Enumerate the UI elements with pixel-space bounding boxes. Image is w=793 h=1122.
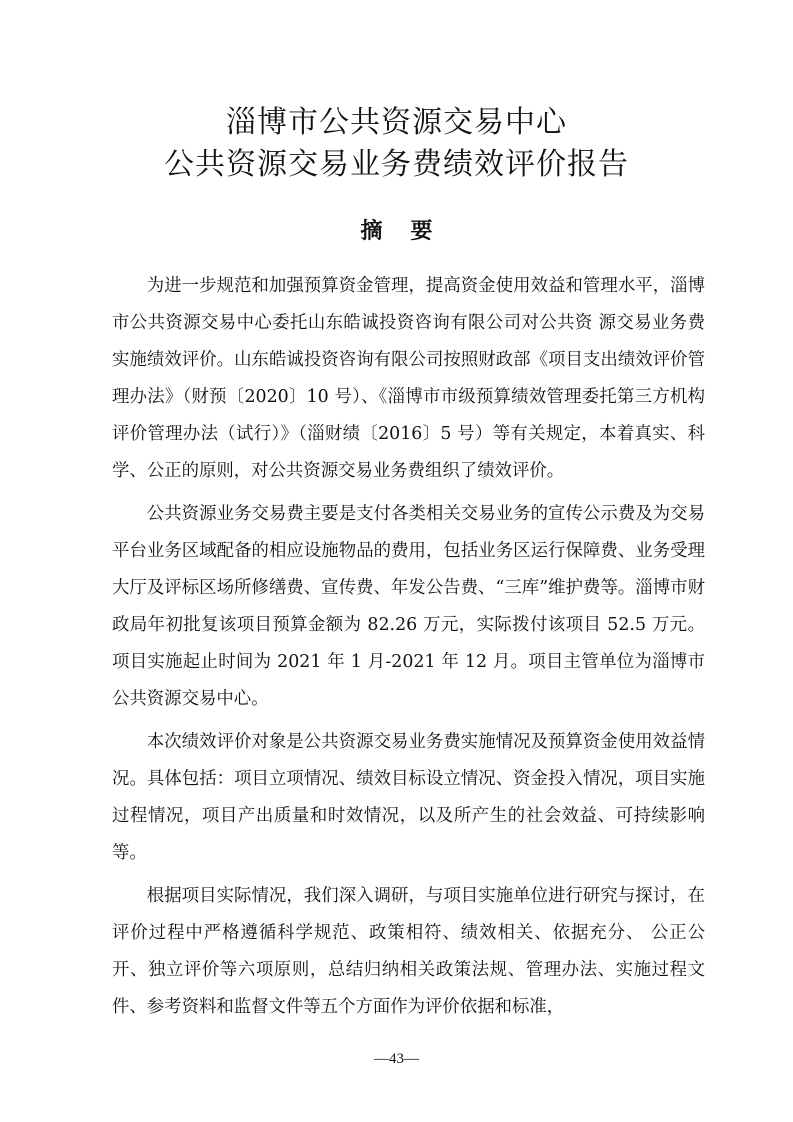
section-heading-abstract: 摘要 — [360, 218, 461, 244]
document-title-line-2: 公共资源交易业务费绩效评价报告 — [164, 147, 629, 182]
paragraph-4: 根据项目实际情况，我们深入调研，与项目实施单位进行研究与探讨，在评价过程中严格遵循科学规范、政策相符、绩效相关、依据充分、 公正公开、独立评价等六项原则，总结归纳相关政策法规、管理办法、实施过程文件、参考资料和监督文件等五个方面作为评价依据和标准， — [112, 886, 705, 1017]
document-title-line-1: 淄博市公共资源交易中心 — [226, 105, 567, 140]
page-number: —43— — [374, 1051, 419, 1067]
paragraph-3: 本次绩效评价对象是公共资源交易业务费实施情况及预算资金使用效益情况。具体包括：项目立项情况、绩效目标设立情况、资金投入情况，项目实施过程情况，项目产出质量和时效情况，以及所产生的社会效益、可持续影响等。 — [112, 732, 705, 863]
abstract-body — [112, 268, 705, 1032]
paragraph-2: 公共资源业务交易费主要是支付各类相关交易业务的宣传公示费及为交易平台业务区域配备的相应设施物品的费用，包括业务区运行保障费、业务受理大厅及评标区场所修缮费、宣传费、年发公告费、“三库”维护费等。淄博市财政局年初批复该项目预算金额为 82.26 万元，实际拨付该项目 52.5 万元。项目实施起止时间为 2021 年 1 月-2021 年 12 月。项目主管单位为淄博市公共资源交易中心。 — [112, 504, 705, 709]
paragraph-1: 为进一步规范和加强预算资金管理，提高资金使用效益和管理水平，淄博市公共资源交易中心委托山东皓诚投资咨询有限公司对公共资 源交易业务费实施绩效评价。山东皓诚投资咨询有限公司按照财政部《项目支出绩效评价管理办法》（财预〔2020〕10 号）、《淄博市市级预算绩效管理委托第三方机构评价管理办法（试行）》（淄财绩〔2016〕5 号）等有关规定，本着真实、科学、公正的原则，对公共资源交易业务费组织了绩效评价。 — [112, 276, 705, 481]
